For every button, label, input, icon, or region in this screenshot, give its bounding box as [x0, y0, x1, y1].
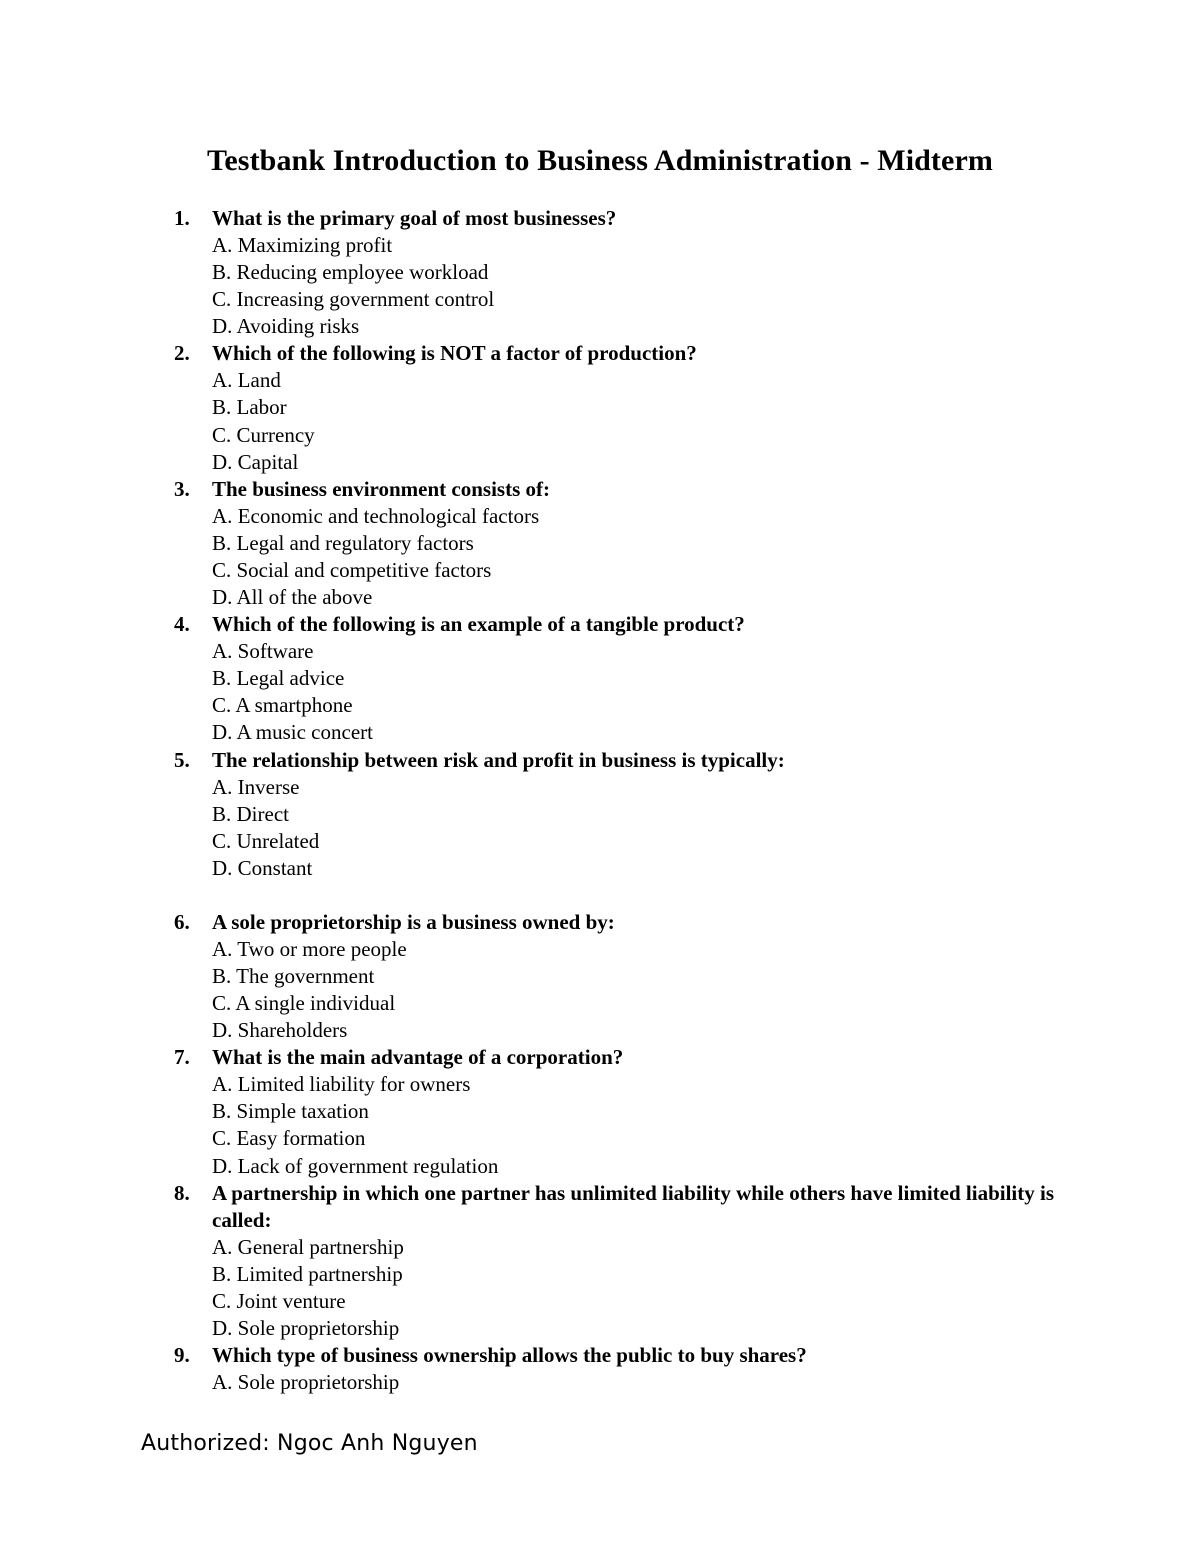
- question-list: [0, 205, 1200, 1396]
- question-text: What is the primary goal of most businesses?: [212, 206, 617, 230]
- document-title: Testbank Introduction to Business Administration - Midterm: [207, 144, 993, 177]
- answer-option: B. Direct: [212, 801, 289, 826]
- option-list: [0, 1234, 1200, 1342]
- answer-option: A. Economic and technological factors: [212, 503, 540, 528]
- question-item: [0, 1342, 1200, 1396]
- answer-option: D. A music concert: [212, 720, 373, 745]
- question-item: [0, 340, 1200, 475]
- answer-option: B. Legal and regulatory factors: [212, 530, 474, 555]
- question-text: The relationship between risk and profit in business is typically:: [212, 747, 785, 772]
- question-text: What is the main advantage of a corporation?: [212, 1045, 624, 1070]
- answer-option: A. Sole proprietorship: [212, 1370, 400, 1394]
- question-number: 7.: [174, 1045, 190, 1070]
- question-item: [0, 205, 1200, 340]
- question-text: Which of the following is NOT a factor of production?: [212, 341, 697, 366]
- answer-option: C. Increasing government control: [212, 287, 495, 312]
- answer-option: C. Currency: [212, 422, 315, 447]
- answer-option: B. Simple taxation: [212, 1099, 369, 1124]
- question-number: 4.: [174, 612, 190, 637]
- answer-option: B. Reducing employee workload: [212, 260, 489, 285]
- answer-option: A. General partnership: [212, 1234, 404, 1259]
- question-number: 5.: [174, 747, 190, 772]
- answer-option: A. Land: [212, 368, 281, 393]
- answer-option: D. Avoiding risks: [212, 314, 360, 339]
- answer-option: A. Limited liability for owners: [212, 1072, 471, 1097]
- question-text: Which type of business ownership allows the public to buy shares?: [212, 1343, 807, 1367]
- question-text: A partnership in which one partner has unlimited liability while others have limited liability is called:: [212, 1180, 1055, 1232]
- option-list: [0, 774, 1200, 882]
- answer-option: D. Capital: [212, 449, 299, 474]
- question-text: Which of the following is an example of a tangible product?: [212, 612, 745, 637]
- question-text: The business environment consists of:: [212, 476, 550, 501]
- answer-option: C. A smartphone: [212, 693, 353, 718]
- question-item: [0, 1044, 1200, 1179]
- question-item: [0, 1180, 1200, 1342]
- answer-option: B. Labor: [212, 395, 287, 420]
- answer-option: D. Sole proprietorship: [212, 1315, 400, 1340]
- authorized-footer: Authorized: Ngoc Anh Nguyen: [141, 1431, 478, 1456]
- answer-option: B. The government: [212, 963, 375, 988]
- answer-option: D. Constant: [212, 855, 313, 880]
- answer-option: A. Inverse: [212, 774, 300, 799]
- answer-option: A. Maximizing profit: [212, 233, 393, 257]
- question-number: 1.: [174, 206, 190, 230]
- question-number: 2.: [174, 341, 190, 366]
- question-number: 9.: [174, 1343, 190, 1367]
- question-item: [0, 611, 1200, 746]
- answer-option: D. Lack of government regulation: [212, 1153, 499, 1178]
- answer-option: D. All of the above: [212, 585, 373, 610]
- answer-option: C. Unrelated: [212, 828, 320, 853]
- question-number: 8.: [174, 1180, 190, 1205]
- option-list: [0, 638, 1200, 746]
- question-item: [0, 909, 1200, 1044]
- option-list: [0, 1071, 1200, 1179]
- option-list: [0, 232, 1200, 340]
- question-text: A sole proprietorship is a business owned by:: [212, 909, 615, 934]
- answer-option: C. Joint venture: [212, 1288, 346, 1313]
- question-number: 6.: [174, 909, 190, 934]
- answer-option: C. Social and competitive factors: [212, 557, 492, 582]
- option-list: [0, 1369, 1200, 1396]
- question-item: [0, 747, 1200, 882]
- option-list: [0, 367, 1200, 475]
- question-item: [0, 476, 1200, 611]
- option-list: [0, 936, 1200, 1044]
- question-number: 3.: [174, 476, 190, 501]
- answer-option: B. Limited partnership: [212, 1261, 403, 1286]
- answer-option: B. Legal advice: [212, 666, 345, 691]
- answer-option: D. Shareholders: [212, 1018, 348, 1043]
- answer-option: A. Software: [212, 639, 314, 664]
- answer-option: C. Easy formation: [212, 1126, 366, 1151]
- answer-option: A. Two or more people: [212, 936, 407, 961]
- option-list: [0, 503, 1200, 611]
- answer-option: C. A single individual: [212, 991, 396, 1016]
